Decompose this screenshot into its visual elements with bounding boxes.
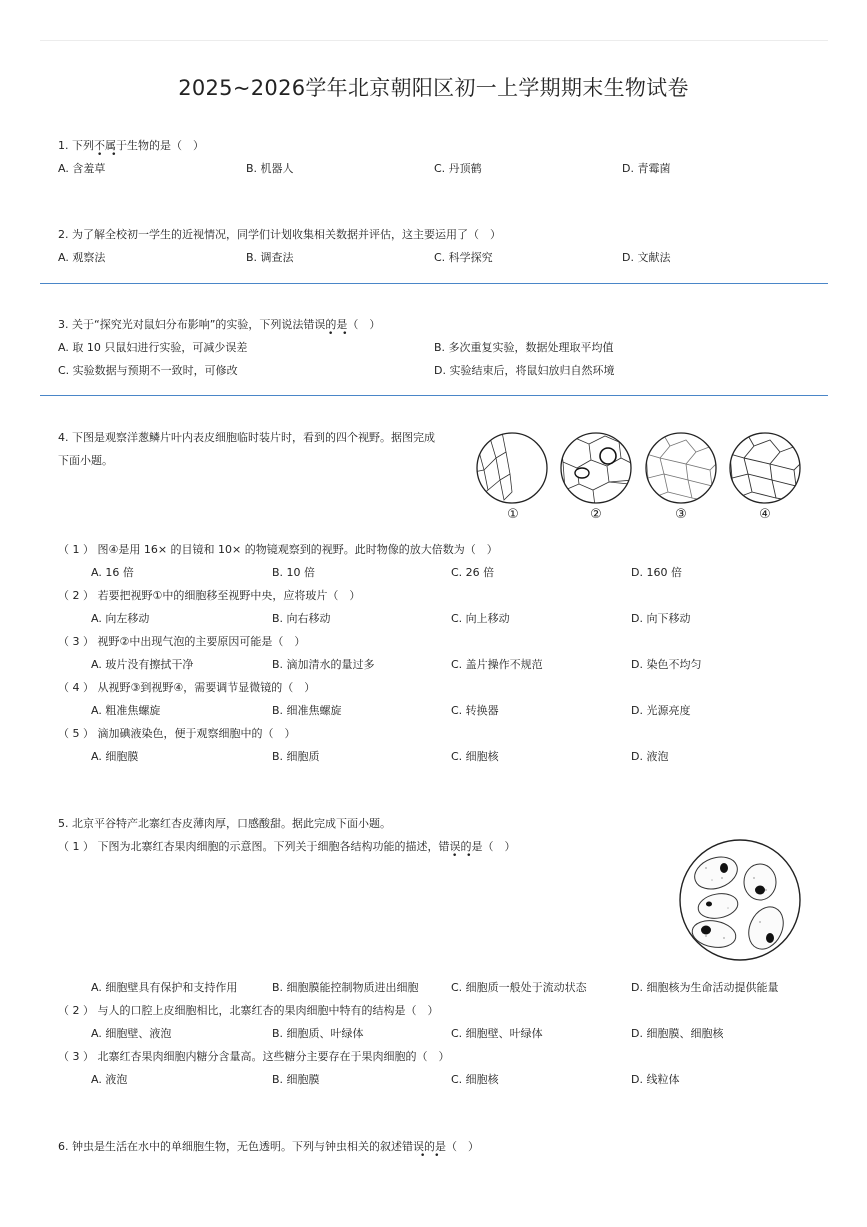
- q5-sub2-option-c[interactable]: C. 细胞壁、叶绿体: [451, 1027, 543, 1040]
- q3-option-b[interactable]: B. 多次重复实验，数据处理取平均值: [434, 341, 614, 354]
- q4-stem-line1: 4. 下图是观察洋葱鳞片叶内表皮细胞临时装片时，看到的四个视野。据图完成: [58, 431, 435, 444]
- q4-sub2-option-d[interactable]: D. 向下移动: [631, 612, 691, 625]
- emphasis-dots: • •: [328, 329, 351, 339]
- q4-sub4-option-b[interactable]: B. 细准焦螺旋: [272, 704, 342, 717]
- figure-label-2: ②: [590, 507, 602, 522]
- figure-label-3: ③: [675, 507, 687, 522]
- q5-sub3-stem: （ 3 ） 北寨红杏果肉细胞内糖分含量高。这些糖分主要存在于果肉细胞的（ ）: [58, 1050, 450, 1063]
- top-divider: [40, 40, 828, 41]
- q5-sub1-stem: （ 1 ） 下图为北寨红杏果肉细胞的示意图。下列关于细胞各结构功能的描述，错误的是（ ）: [58, 840, 516, 853]
- q4-sub4-option-c[interactable]: C. 转换器: [451, 704, 499, 717]
- q4-sub4-option-a[interactable]: A. 粗准焦螺旋: [91, 704, 161, 717]
- emphasis-dots: • •: [97, 150, 120, 160]
- section-divider: [40, 283, 828, 284]
- q5-sub3-option-d[interactable]: D. 线粒体: [631, 1073, 680, 1086]
- q5-sub3-option-b[interactable]: B. 细胞膜: [272, 1073, 320, 1086]
- q1-option-c[interactable]: C. 丹顶鹤: [434, 162, 482, 175]
- q4-sub2-option-a[interactable]: A. 向左移动: [91, 612, 150, 625]
- q4-sub5-option-b[interactable]: B. 细胞质: [272, 750, 320, 763]
- q4-sub5-stem: （ 5 ） 滴加碘液染色，便于观察细胞中的（ ）: [58, 727, 296, 740]
- q3-option-d[interactable]: D. 实验结束后，将鼠妇放归自然环境: [434, 364, 615, 377]
- q3-stem: 3. 关于“探究光对鼠妇分布影响”的实验，下列说法错误的是（ ）: [58, 318, 381, 331]
- q5-sub3-option-a[interactable]: A. 液泡: [91, 1073, 128, 1086]
- q4-sub4-stem: （ 4 ） 从视野③到视野④，需要调节显微镜的（ ）: [58, 681, 316, 694]
- emphasis-dots: • •: [420, 1151, 443, 1161]
- q4-sub3-option-b[interactable]: B. 滴加清水的量过多: [272, 658, 375, 671]
- q1-stem: 1. 下列不属于生物的是（ ）: [58, 139, 204, 152]
- q5-sub2-option-d[interactable]: D. 细胞膜、细胞核: [631, 1027, 724, 1040]
- view-2-cells: [561, 436, 633, 506]
- q1-option-a[interactable]: A. 含羞草: [58, 162, 106, 175]
- view-1-cells: [474, 432, 512, 500]
- q4-sub1-option-b[interactable]: B. 10 倍: [272, 566, 316, 579]
- page-title: 2025~2026学年北京朝阳区初一上学期期末生物试卷: [178, 76, 689, 100]
- q6-stem: 6. 钟虫是生活在水中的单细胞生物，无色透明。下列与钟虫相关的叙述错误的是（ ）: [58, 1140, 479, 1153]
- q5-sub1-option-d[interactable]: D. 细胞核为生命活动提供能量: [631, 981, 779, 994]
- q1-option-b[interactable]: B. 机器人: [246, 162, 294, 175]
- q4-sub2-stem: （ 2 ） 若要把视野①中的细胞移至视野中央，应将玻片（ ）: [58, 589, 361, 602]
- q4-sub5-option-c[interactable]: C. 细胞核: [451, 750, 499, 763]
- q2-stem: 2. 为了解全校初一学生的近视情况，同学们计划收集相关数据并评估，这主要运用了（ ）: [58, 228, 501, 241]
- q4-sub1-option-d[interactable]: D. 160 倍: [631, 566, 682, 579]
- q4-sub5-option-d[interactable]: D. 液泡: [631, 750, 669, 763]
- emphasis-dots: • •: [452, 851, 475, 861]
- q5-sub1-option-a[interactable]: A. 细胞壁具有保护和支持作用: [91, 981, 238, 994]
- air-bubble: [600, 448, 616, 464]
- q4-sub4-option-d[interactable]: D. 光源亮度: [631, 704, 691, 717]
- q5-stem: 5. 北京平谷特产北寨红杏皮薄肉厚，口感酸甜。据此完成下面小题。: [58, 817, 391, 830]
- q4-sub2-option-c[interactable]: C. 向上移动: [451, 612, 510, 625]
- q4-sub1-option-a[interactable]: A. 16 倍: [91, 566, 134, 579]
- q5-sub1-option-c[interactable]: C. 细胞质一般处于流动状态: [451, 981, 587, 994]
- q5-sub2-option-b[interactable]: B. 细胞质、叶绿体: [272, 1027, 364, 1040]
- q4-sub2-option-b[interactable]: B. 向右移动: [272, 612, 331, 625]
- q5-sub1-option-b[interactable]: B. 细胞膜能控制物质进出细胞: [272, 981, 419, 994]
- q3-option-c[interactable]: C. 实验数据与预期不一致时，可修改: [58, 364, 238, 377]
- q4-sub1-stem: （ 1 ） 图④是用 16× 的目镜和 10× 的物镜观察到的视野。此时物像的放大倍数为（ ）: [58, 543, 498, 556]
- q4-stem-line2: 下面小题。: [58, 454, 113, 467]
- q5-sub3-option-c[interactable]: C. 细胞核: [451, 1073, 499, 1086]
- q5-sub2-option-a[interactable]: A. 细胞壁、液泡: [91, 1027, 172, 1040]
- q4-sub1-option-c[interactable]: C. 26 倍: [451, 566, 495, 579]
- figure-label-4: ④: [759, 507, 771, 522]
- q1-option-d[interactable]: D. 青霉菌: [622, 162, 671, 175]
- section-divider: [40, 395, 828, 396]
- apricot-cells-figure: [676, 838, 804, 962]
- q4-sub3-option-a[interactable]: A. 玻片没有擦拭干净: [91, 658, 194, 671]
- q2-option-b[interactable]: B. 调查法: [246, 251, 294, 264]
- q4-sub3-stem: （ 3 ） 视野②中出现气泡的主要原因可能是（ ）: [58, 635, 306, 648]
- q3-option-a[interactable]: A. 取 10 只鼠妇进行实验，可减少误差: [58, 341, 248, 354]
- figure-label-1: ①: [507, 507, 519, 522]
- q4-sub3-option-d[interactable]: D. 染色不均匀: [631, 658, 702, 671]
- q2-option-a[interactable]: A. 观察法: [58, 251, 106, 264]
- q2-option-d[interactable]: D. 文献法: [622, 251, 671, 264]
- q4-sub5-option-a[interactable]: A. 细胞膜: [91, 750, 139, 763]
- q2-option-c[interactable]: C. 科学探究: [434, 251, 493, 264]
- q4-sub3-option-c[interactable]: C. 盖片操作不规范: [451, 658, 543, 671]
- air-bubble: [575, 468, 589, 478]
- q5-sub2-stem: （ 2 ） 与人的口腔上皮细胞相比，北寨红杏的果肉细胞中特有的结构是（ ）: [58, 1004, 439, 1017]
